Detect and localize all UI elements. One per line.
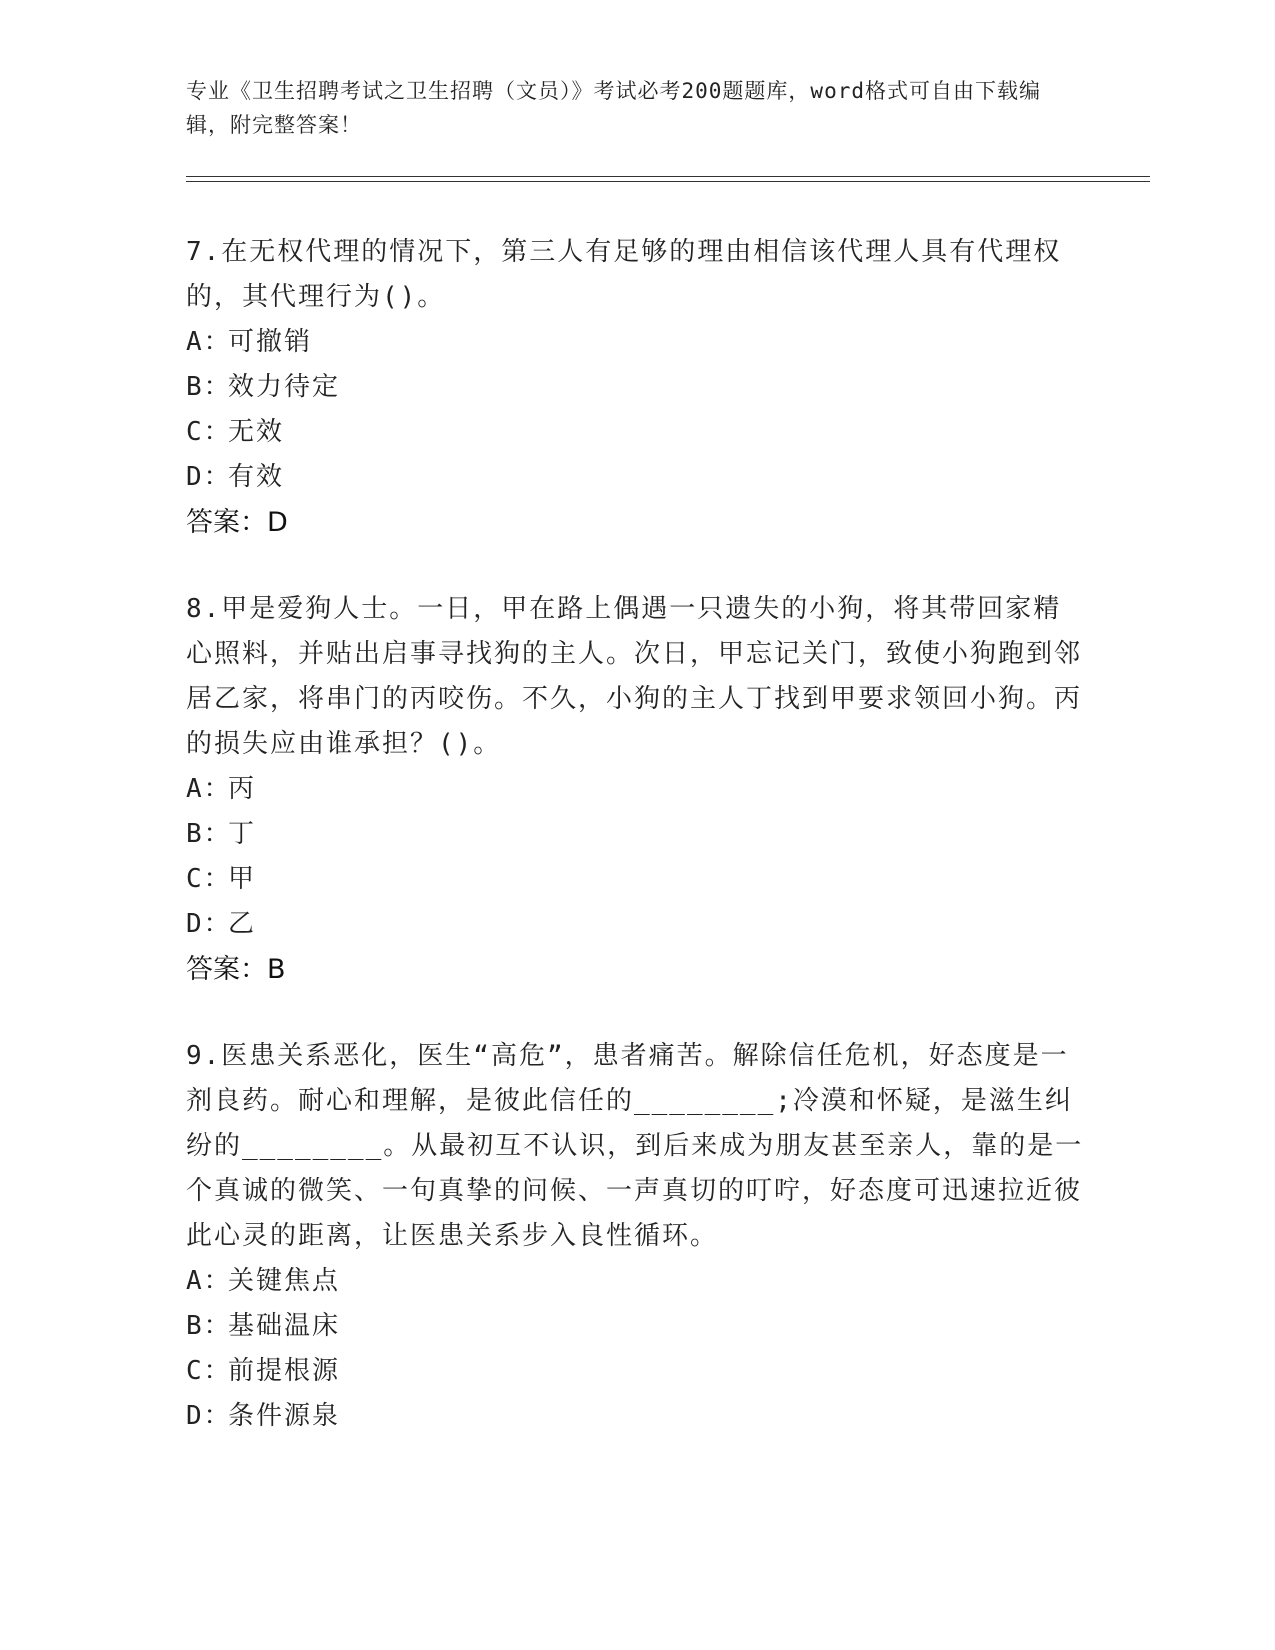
answer-line: 答案：B <box>186 954 286 985</box>
option-b <box>186 1304 1086 1349</box>
option-c <box>186 857 1086 902</box>
answer-line: 答案：D <box>186 507 288 538</box>
option-d <box>186 455 1086 500</box>
question-list <box>186 230 1086 1481</box>
question-7 <box>186 230 1086 545</box>
option-letter: D： <box>186 909 232 939</box>
option-a <box>186 1259 1086 1304</box>
option-letter: B： <box>186 372 232 402</box>
question-text: 9.医患关系恶化，医生“高危”，患者痛苦。解除信任危机，好态度是一剂良药。耐心和理解，是彼此信任的________;冷漠和怀疑，是滋生纠纷的________。从最初互不认识，到后来成为朋友甚至亲人，靠的是一个真诚的微笑、一句真挚的问候、一声真切的叮咛，好态度可迅速拉近彼此心灵的距离，让医患关系步入良性循环。 <box>186 1041 1084 1251</box>
option-letter: D： <box>186 462 232 492</box>
option-text: 有效 <box>228 462 285 492</box>
option-b <box>186 812 1086 857</box>
option-text: 条件源泉 <box>228 1401 341 1431</box>
option-text: 丁 <box>228 819 257 849</box>
option-letter: C： <box>186 864 232 894</box>
option-letter: B： <box>186 1311 232 1341</box>
option-b <box>186 365 1086 410</box>
option-text: 甲 <box>228 864 257 894</box>
question-8 <box>186 587 1086 992</box>
option-letter: C： <box>186 417 232 447</box>
option-text: 乙 <box>228 909 257 939</box>
option-text: 可撤销 <box>228 327 313 357</box>
option-letter: A： <box>186 1266 232 1296</box>
option-text: 关键焦点 <box>228 1266 341 1296</box>
option-text: 前提根源 <box>228 1356 341 1386</box>
option-letter: B： <box>186 819 232 849</box>
header-rule-bottom <box>186 181 1150 182</box>
option-text: 基础温床 <box>228 1311 341 1341</box>
option-d <box>186 1394 1086 1439</box>
option-c <box>186 1349 1086 1394</box>
question-text: 7.在无权代理的情况下，第三人有足够的理由相信该代理人具有代理权的，其代理行为()。 <box>186 237 1062 312</box>
option-c <box>186 410 1086 455</box>
option-letter: A： <box>186 327 232 357</box>
question-9 <box>186 1034 1086 1439</box>
option-text: 效力待定 <box>228 372 341 402</box>
question-text: 8.甲是爱狗人士。一日，甲在路上偶遇一只遗失的小狗，将其带回家精心照料，并贴出启事寻找狗的主人。次日，甲忘记关门，致使小狗跑到邻居乙家，将串门的丙咬伤。不久，小狗的主人丁找到甲要求领回小狗。丙的损失应由谁承担？()。 <box>186 594 1083 759</box>
option-text: 无效 <box>228 417 285 447</box>
option-letter: C： <box>186 1356 232 1386</box>
document-header: 专业《卫生招聘考试之卫生招聘（文员）》考试必考200题题库，word格式可自由下载编辑，附完整答案！ <box>186 79 1041 137</box>
option-letter: A： <box>186 774 232 804</box>
option-a <box>186 767 1086 812</box>
option-text: 丙 <box>228 774 257 804</box>
option-a <box>186 320 1086 365</box>
header-rule-top <box>186 176 1150 177</box>
option-letter: D： <box>186 1401 232 1431</box>
option-d <box>186 902 1086 947</box>
